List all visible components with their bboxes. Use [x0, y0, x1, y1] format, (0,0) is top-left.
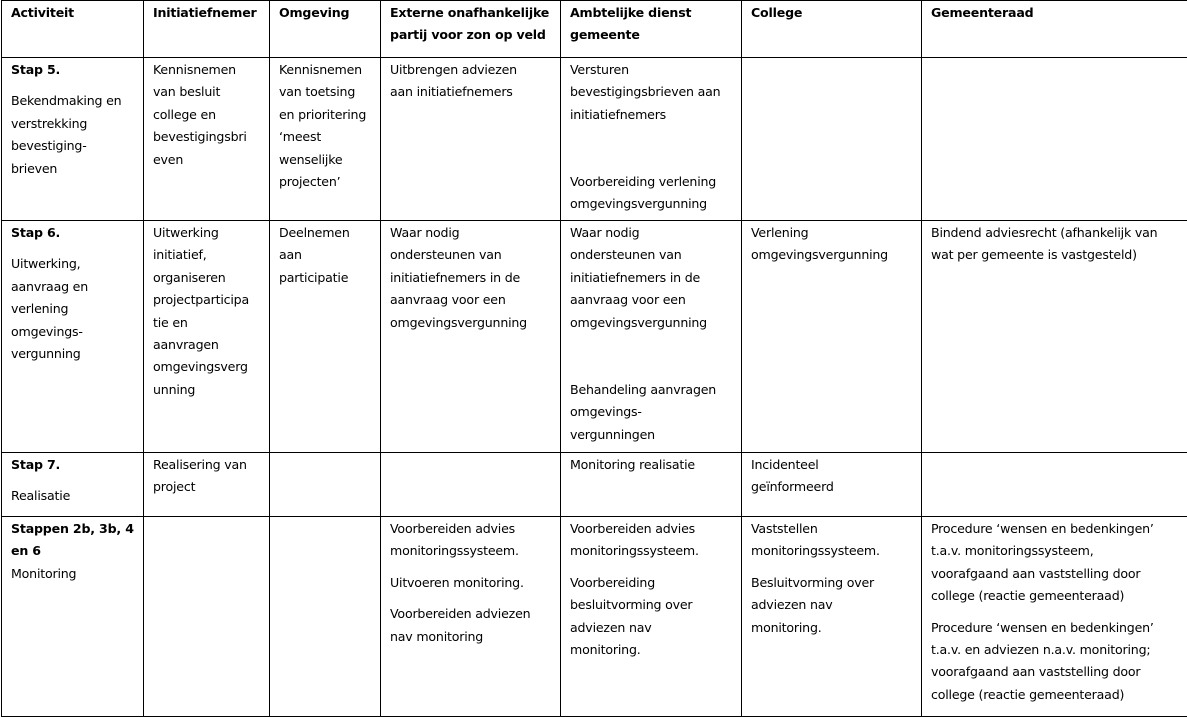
- header-row: [2, 1, 1187, 58]
- cell-paragraph: Voorbereiden adviezen nav monitoring: [390, 606, 531, 644]
- header-gemeenteraad: Gemeenteraad: [922, 1, 1187, 58]
- cell-omgeving: [270, 453, 381, 517]
- header-externe-partij: Externe onafhankelijke partij voor zon op veld: [381, 1, 561, 58]
- cell-paragraph: Kennisnemen van besluit college en bevestigingsbri even: [153, 62, 247, 167]
- header-initiatiefnemer: Initiatiefnemer: [144, 1, 270, 58]
- cell-college: [742, 221, 922, 453]
- cell-activiteit: [2, 58, 144, 221]
- table-row: [2, 517, 1187, 717]
- cell-gemeenteraad: [922, 453, 1187, 517]
- cell-paragraph: Deelnemen aan participatie: [279, 225, 350, 285]
- activity-name: Monitoring: [11, 565, 77, 581]
- cell-externe-partij: [381, 517, 561, 717]
- cell-initiatiefnemer: [144, 453, 270, 517]
- cell-externe-partij: [381, 221, 561, 453]
- header-activiteit: Activiteit: [2, 1, 144, 58]
- cell-omgeving: [270, 58, 381, 221]
- cell-college: [742, 58, 922, 221]
- cell-initiatiefnemer: [144, 58, 270, 221]
- cell-initiatiefnemer: [144, 221, 270, 453]
- cell-externe-partij: [381, 453, 561, 517]
- step-title: Stap 7.: [11, 457, 61, 472]
- cell-paragraph: Waar nodig ondersteunen van initiatiefnemers in de aanvraag voor een omgevingsvergunning: [390, 225, 527, 330]
- table-row: [2, 221, 1187, 453]
- step-title: Stap 5.: [11, 62, 61, 77]
- cell-paragraph: Uitwerking initiatief, organiseren projectparticipa tie en aanvragen omgevingsverg unning: [153, 225, 249, 397]
- cell-paragraph: Kennisnemen van toetsing en prioritering ‘meest wenselijke projecten’: [279, 62, 367, 190]
- cell-paragraph: Besluitvorming over adviezen nav monitoring.: [751, 574, 875, 635]
- step-title: Stappen 2b, 3b, 4 en 6: [11, 521, 134, 559]
- cell-activiteit: [2, 221, 144, 453]
- cell-activiteit: [2, 517, 144, 717]
- cell-paragraph: Realisering van project: [153, 457, 247, 495]
- cell-gemeenteraad: [922, 221, 1187, 453]
- cell-paragraph: Waar nodig ondersteunen van initiatiefnemers in de aanvraag voor een omgevingsvergunning Behandeling aanvragen omgevings- vergunningen: [570, 225, 717, 442]
- cell-paragraph: Voorbereiden advies monitoringssysteem.: [570, 521, 699, 559]
- cell-paragraph: Monitoring realisatie: [570, 457, 695, 472]
- responsibility-table: [1, 0, 1187, 717]
- cell-paragraph: Uitbrengen adviezen aan initiatiefnemers: [390, 62, 517, 100]
- cell-paragraph: Incidenteel geïnformeerd: [751, 457, 834, 495]
- cell-college: [742, 517, 922, 717]
- cell-paragraph: Uitvoeren monitoring.: [390, 574, 524, 590]
- cell-omgeving: [270, 517, 381, 717]
- header-omgeving: Omgeving: [270, 1, 381, 58]
- cell-paragraph: Procedure ‘wensen en bedenkingen’ t.a.v. en adviezen n.a.v. monitoring; voorafgaand aan vaststelling door college (reactie gemeenteraad): [931, 619, 1154, 702]
- cell-gemeenteraad: [922, 58, 1187, 221]
- cell-paragraph: Verlening omgevingsvergunning: [751, 225, 888, 263]
- cell-paragraph: Voorbereiding besluitvorming over adviezen nav monitoring.: [570, 574, 693, 658]
- cell-externe-partij: [381, 58, 561, 221]
- step-title: Stap 6.: [11, 225, 61, 240]
- activity-name: Uitwerking, aanvraag en verlening omgevings- vergunning: [11, 256, 89, 362]
- cell-college: [742, 453, 922, 517]
- cell-initiatiefnemer: [144, 517, 270, 717]
- table-row: [2, 58, 1187, 221]
- cell-ambtelijke-dienst: [561, 221, 742, 453]
- cell-gemeenteraad: [922, 517, 1187, 717]
- header-college: College: [742, 1, 922, 58]
- cell-paragraph: Bindend adviesrecht (afhankelijk van wat per gemeente is vastgesteld): [931, 225, 1158, 263]
- cell-paragraph: Versturen bevestigingsbrieven aan initiatiefnemers Voorbereiding verlening omgevingsvergunning: [570, 62, 721, 212]
- cell-activiteit: [2, 453, 144, 517]
- cell-ambtelijke-dienst: [561, 58, 742, 221]
- activity-name: Bekendmaking en verstrekking bevestiging- brieven: [11, 93, 122, 176]
- cell-paragraph: Procedure ‘wensen en bedenkingen’ t.a.v. monitoringssysteem, voorafgaand aan vaststelling door college (reactie gemeenteraad): [931, 521, 1154, 604]
- cell-ambtelijke-dienst: [561, 517, 742, 717]
- cell-paragraph: Voorbereiden advies monitoringssysteem.: [390, 521, 519, 559]
- cell-ambtelijke-dienst: [561, 453, 742, 517]
- activity-name: Realisatie: [11, 488, 71, 504]
- cell-omgeving: [270, 221, 381, 453]
- cell-paragraph: Vaststellen monitoringssysteem.: [751, 521, 880, 559]
- table-row: [2, 453, 1187, 517]
- header-ambtelijke-dienst: Ambtelijke dienst gemeente: [561, 1, 742, 58]
